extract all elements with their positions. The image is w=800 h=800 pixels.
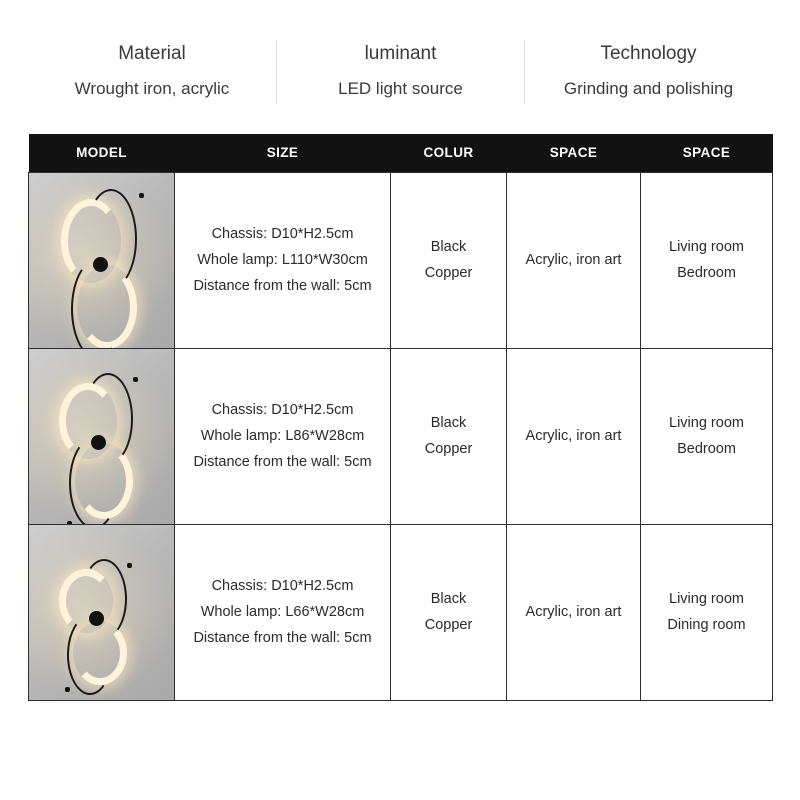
iron-frame-lower bbox=[67, 615, 113, 695]
wire-end-cap-bottom bbox=[65, 687, 70, 692]
feature-technology bbox=[524, 40, 772, 104]
colur-option-black: Black bbox=[430, 415, 467, 431]
material-cell: Acrylic, iron art bbox=[507, 172, 641, 348]
product-image-cell bbox=[29, 348, 175, 524]
size-line-distance: Distance from the wall: 5cm bbox=[193, 630, 372, 646]
lamp-chassis bbox=[89, 611, 104, 626]
column-header-size: SIZE bbox=[175, 134, 391, 172]
size-line-chassis: Chassis: D10*H2.5cm bbox=[211, 402, 354, 418]
size-line-distance: Distance from the wall: 5cm bbox=[193, 454, 372, 470]
size-line-chassis: Chassis: D10*H2.5cm bbox=[211, 578, 354, 594]
feature-material bbox=[28, 40, 276, 104]
space-line-2: Bedroom bbox=[677, 441, 736, 457]
feature-subtitle: Wrought iron, acrylic bbox=[74, 79, 230, 98]
colur-option-black: Black bbox=[430, 591, 467, 607]
size-line-lamp: Whole lamp: L86*W28cm bbox=[200, 428, 365, 444]
colur-cell bbox=[391, 172, 507, 348]
column-header-model: MODEL bbox=[29, 134, 175, 172]
space-cell bbox=[641, 172, 773, 348]
space-cell bbox=[641, 524, 773, 700]
space-line-2: Bedroom bbox=[677, 265, 736, 281]
table-row bbox=[29, 172, 773, 348]
size-line-distance: Distance from the wall: 5cm bbox=[193, 278, 372, 294]
lamp-chassis bbox=[93, 257, 108, 272]
wire-end-cap-top bbox=[127, 563, 132, 568]
colur-option-copper: Copper bbox=[424, 441, 473, 457]
table-header-row bbox=[29, 134, 773, 172]
feature-luminant bbox=[276, 40, 524, 104]
space-line-2: Dining room bbox=[667, 617, 746, 633]
feature-strip bbox=[28, 40, 772, 104]
size-cell bbox=[175, 524, 391, 700]
size-cell bbox=[175, 172, 391, 348]
lamp-chassis bbox=[91, 435, 106, 450]
colur-option-copper: Copper bbox=[424, 617, 473, 633]
spec-table bbox=[28, 134, 773, 701]
size-cell bbox=[175, 348, 391, 524]
product-image-cell bbox=[29, 524, 175, 700]
wall-lamp-image bbox=[29, 349, 174, 524]
feature-subtitle: LED light source bbox=[338, 79, 463, 98]
column-header-space-room: SPACE bbox=[641, 134, 773, 172]
column-header-space-material: SPACE bbox=[507, 134, 641, 172]
wire-end-cap-top bbox=[133, 377, 138, 382]
material-cell: Acrylic, iron art bbox=[507, 348, 641, 524]
space-line-1: Living room bbox=[669, 239, 744, 255]
wire-end-cap-bottom bbox=[67, 521, 72, 524]
feature-subtitle: Grinding and polishing bbox=[563, 79, 734, 98]
feature-title: luminant bbox=[364, 43, 437, 64]
space-line-1: Living room bbox=[669, 415, 744, 431]
wire-end-cap-top bbox=[139, 193, 144, 198]
wall-lamp-image bbox=[29, 525, 174, 700]
column-header-colur: COLUR bbox=[391, 134, 507, 172]
size-line-chassis: Chassis: D10*H2.5cm bbox=[211, 226, 354, 242]
spec-table-head bbox=[29, 134, 773, 172]
feature-title: Material bbox=[118, 43, 186, 64]
space-line-1: Living room bbox=[669, 591, 744, 607]
colur-option-copper: Copper bbox=[424, 265, 473, 281]
wall-lamp-image bbox=[29, 173, 174, 348]
iron-frame-lower bbox=[69, 437, 119, 524]
product-image-cell bbox=[29, 172, 175, 348]
space-cell bbox=[641, 348, 773, 524]
table-row bbox=[29, 348, 773, 524]
colur-option-black: Black bbox=[430, 239, 467, 255]
colur-cell bbox=[391, 348, 507, 524]
material-cell: Acrylic, iron art bbox=[507, 524, 641, 700]
spec-table-body bbox=[29, 172, 773, 700]
size-line-lamp: Whole lamp: L66*W28cm bbox=[200, 604, 365, 620]
table-row bbox=[29, 524, 773, 700]
feature-title: Technology bbox=[600, 43, 697, 64]
spec-table-wrapper bbox=[28, 134, 772, 701]
colur-cell bbox=[391, 524, 507, 700]
size-line-lamp: Whole lamp: L110*W30cm bbox=[197, 252, 368, 268]
